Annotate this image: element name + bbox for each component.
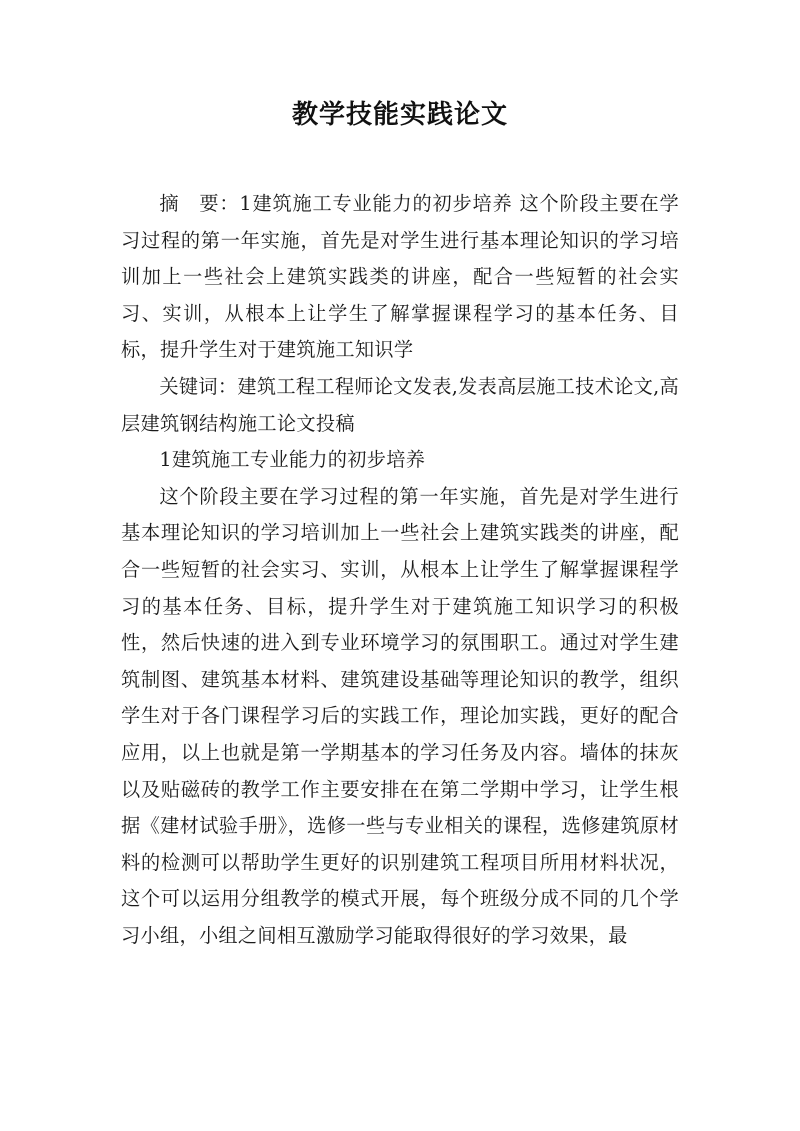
section-heading: 1建筑施工专业能力的初步培养 <box>159 448 426 472</box>
body-paragraph: 这个阶段主要在学习过程的第一年实施，首先是对学生进行基本理论知识的学习培训加上一些社会上建筑实践类的讲座，配合一些短暂的社会实习、实训，从根本上让学生了解掌握课程学习的基本任务、目标，提升学生对于建筑施工知识学习的积极性，然后快速的进入到专业环境学习的氛围职工。通过对学生建筑制图、建筑基本材料、建筑建设基础等理论知识的教学，组织学生对于各门课程学习后的实践工作，理论加实践，更好的配合应用，以上也就是第一学期基本的学习任务及内容。墙体的抹灰以及贴磁砖的教学工作主要安排在在第二学期中学习，让学生根据《建材试验手册》，选修一些与专业相关的课程，选修建筑原材料的检测可以帮助学生更好的识别建筑工程项目所用材料状况，这个可以运用分组教学的模式开展，每个班级分成不同的几个学习小组，小组之间相互激励学习能取得很好的学习效果，最 <box>121 484 679 947</box>
abstract-paragraph: 摘 要：1建筑施工专业能力的初步培养 这个阶段主要在学习过程的第一年实施，首先是对学生进行基本理论知识的学习培训加上一些社会上建筑实践类的讲座，配合一些短暂的社会实习、实训，从根本上让学生了解掌握课程学习的基本任务、目标，提升学生对于建筑施工知识学 <box>121 192 679 362</box>
page-title: 教学技能实践论文 <box>291 100 508 130</box>
document-body <box>121 186 679 954</box>
keywords-paragraph: 关键词：建筑工程工程师论文发表,发表高层施工技术论文,高层建筑钢结构施工论文投稿 <box>121 374 679 435</box>
